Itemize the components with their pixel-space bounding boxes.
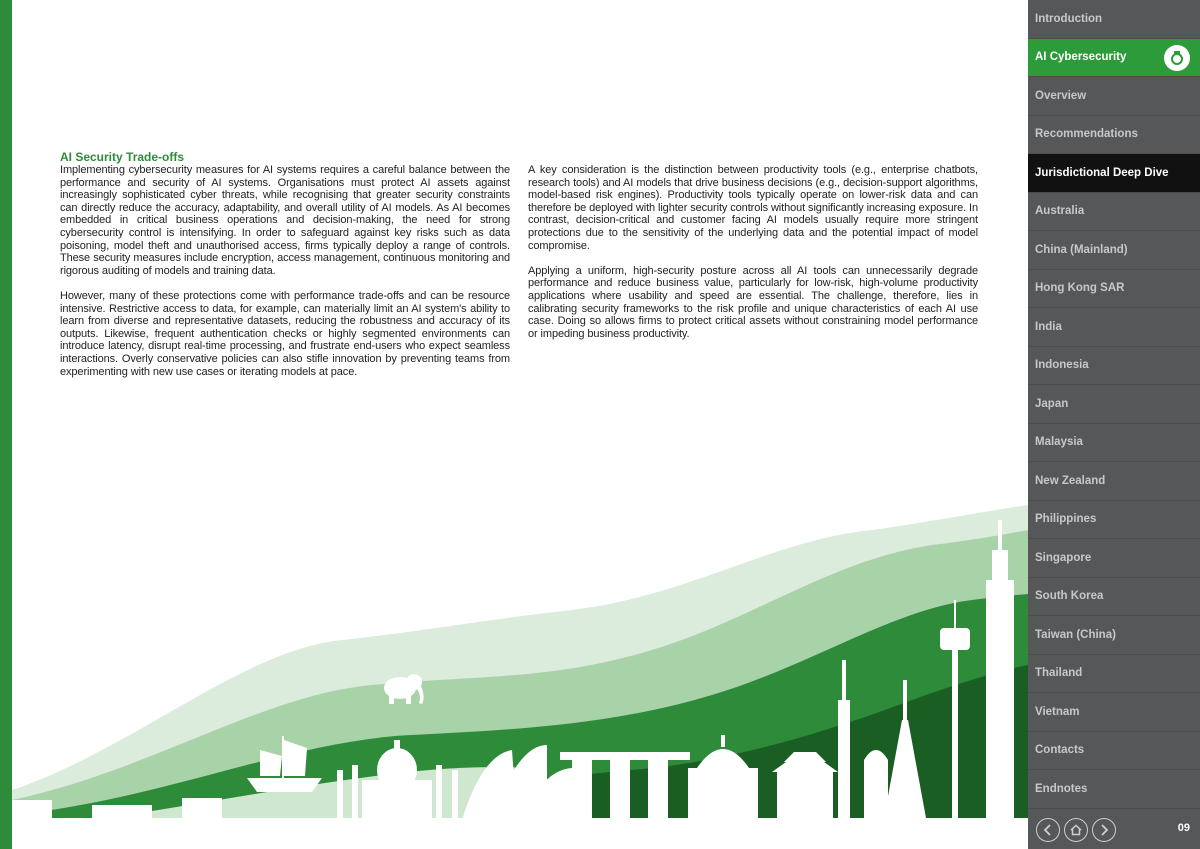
nav-item-label: Introduction	[1035, 12, 1103, 25]
nav-item-jurisdictional-deep-dive[interactable]	[1028, 154, 1200, 193]
nav-footer	[1028, 811, 1200, 849]
nav-item-label: Malaysia	[1035, 436, 1083, 449]
chevron-left-icon	[1042, 824, 1054, 836]
forward-button[interactable]	[1092, 818, 1116, 842]
nav-item-label: Taiwan (China)	[1035, 628, 1116, 641]
section-title: AI Security Trade-offs	[60, 150, 185, 164]
nav-item-label: Endnotes	[1035, 782, 1088, 795]
nav-item-label: Thailand	[1035, 667, 1083, 680]
nav-item-label: Australia	[1035, 205, 1085, 218]
home-button[interactable]	[1064, 818, 1088, 842]
nav-item-overview[interactable]	[1028, 77, 1200, 116]
paragraph: Implementing cybersecurity measures for AI systems requires a careful balance between the performance and security of AI systems. Organisations must protect AI assets against increasingly sophisticated cyber threats, while recognising that greater security constraints can directly reduce the accuracy, adaptability, and overall utility of AI models. As AI becomes embedded in critical business operations and decision-making, the need for strong cybersecurity control is intensifying. In order to safeguard against key risks such as data poisoning, model theft and unauthorised access, firms typically deploy a range of controls. These security measures include encryption, access management, continuous monitoring and rigorous auditing of models and training data.	[60, 164, 510, 277]
paragraph: However, many of these protections come with performance trade-offs and can be resource intensive. Restrictive access to data, for example, can materially limit an AI system's ability to learn from diverse and representative datasets, reducing the robustness and accuracy of its outputs. Likewise, frequent authentication checks or highly segmented environments can introduce latency, disrupt real-time processing, and frustrate end-users who expect seamless interactions. Overly conservative policies can also stifle innovation by preventing teams from experimenting with new use cases or iterating models at pace.	[60, 289, 510, 378]
paragraph: Applying a uniform, high-security posture across all AI tools can unnecessarily degrade performance and reduce business value, particularly for low-risk, high-volume productivity applications where usability and speed are essential. The challenge, therefore, lies in calibrating security frameworks to the risk profile and unique characteristics of each AI use case. Doing so allows firms to protect critical assets without constraining model performance or impeding business productivity.	[528, 264, 978, 340]
side-navigation	[1028, 0, 1200, 849]
back-button[interactable]	[1036, 818, 1060, 842]
nav-item-label: Hong Kong SAR	[1035, 282, 1125, 295]
nav-item-china-mainland[interactable]	[1028, 231, 1200, 270]
nav-item-label: India	[1035, 320, 1062, 333]
nav-item-japan[interactable]	[1028, 385, 1200, 424]
nav-item-label: Contacts	[1035, 744, 1085, 757]
nav-item-recommendations[interactable]	[1028, 116, 1200, 155]
nav-item-label: Indonesia	[1035, 359, 1089, 372]
nav-item-label: China (Mainland)	[1035, 243, 1128, 256]
nav-item-thailand[interactable]	[1028, 655, 1200, 694]
paragraph: A key consideration is the distinction between productivity tools (e.g., enterprise chatbots, research tools) and AI models that drive business decisions (e.g., decision-support algorithms, model-based risk engines). Productivity tools typically operate on lower-risk data and can therefore be deployed with lighter security controls without significantly increasing exposure. In contrast, decision-critical and customer facing AI models usually require more stringent protections due to the sensitivity of the underlying data and the potential impact of model compromise.	[528, 164, 978, 252]
nav-item-contacts[interactable]	[1028, 732, 1200, 771]
nav-item-india[interactable]	[1028, 308, 1200, 347]
nav-item-australia[interactable]	[1028, 193, 1200, 232]
nav-item-endnotes[interactable]	[1028, 770, 1200, 809]
asia-skyline-illustration	[12, 500, 1028, 849]
home-icon	[1070, 824, 1082, 836]
nav-item-new-zealand[interactable]	[1028, 462, 1200, 501]
nav-item-label: New Zealand	[1035, 474, 1106, 487]
nav-item-label: Philippines	[1035, 513, 1097, 526]
nav-item-label: Jurisdictional Deep Dive	[1035, 166, 1169, 179]
left-accent-bar	[0, 0, 12, 849]
nav-item-ai-cybersecurity[interactable]	[1028, 39, 1200, 78]
nav-item-label: Recommendations	[1035, 128, 1138, 141]
nav-item-label: Overview	[1035, 89, 1087, 102]
security-badge-icon	[1164, 45, 1190, 71]
nav-item-philippines[interactable]	[1028, 501, 1200, 540]
church	[864, 750, 888, 818]
nav-item-singapore[interactable]	[1028, 539, 1200, 578]
nav-item-vietnam[interactable]	[1028, 693, 1200, 732]
nav-item-label: Japan	[1035, 397, 1069, 410]
nav-item-indonesia[interactable]	[1028, 347, 1200, 386]
page-number: 09	[1177, 822, 1190, 834]
chevron-right-icon	[1098, 824, 1110, 836]
nav-item-taiwan-china[interactable]	[1028, 616, 1200, 655]
nav-item-label: South Korea	[1035, 590, 1104, 603]
nav-item-label: Singapore	[1035, 551, 1092, 564]
nav-item-introduction[interactable]	[1028, 0, 1200, 39]
nav-item-south-korea[interactable]	[1028, 578, 1200, 617]
left-column	[60, 150, 510, 391]
skyline-ground	[12, 818, 1028, 849]
nav-item-malaysia[interactable]	[1028, 424, 1200, 463]
right-column	[528, 164, 978, 353]
nav-item-label: AI Cybersecurity	[1035, 51, 1127, 64]
nav-item-hong-kong-sar[interactable]	[1028, 270, 1200, 309]
nav-item-label: Vietnam	[1035, 705, 1080, 718]
